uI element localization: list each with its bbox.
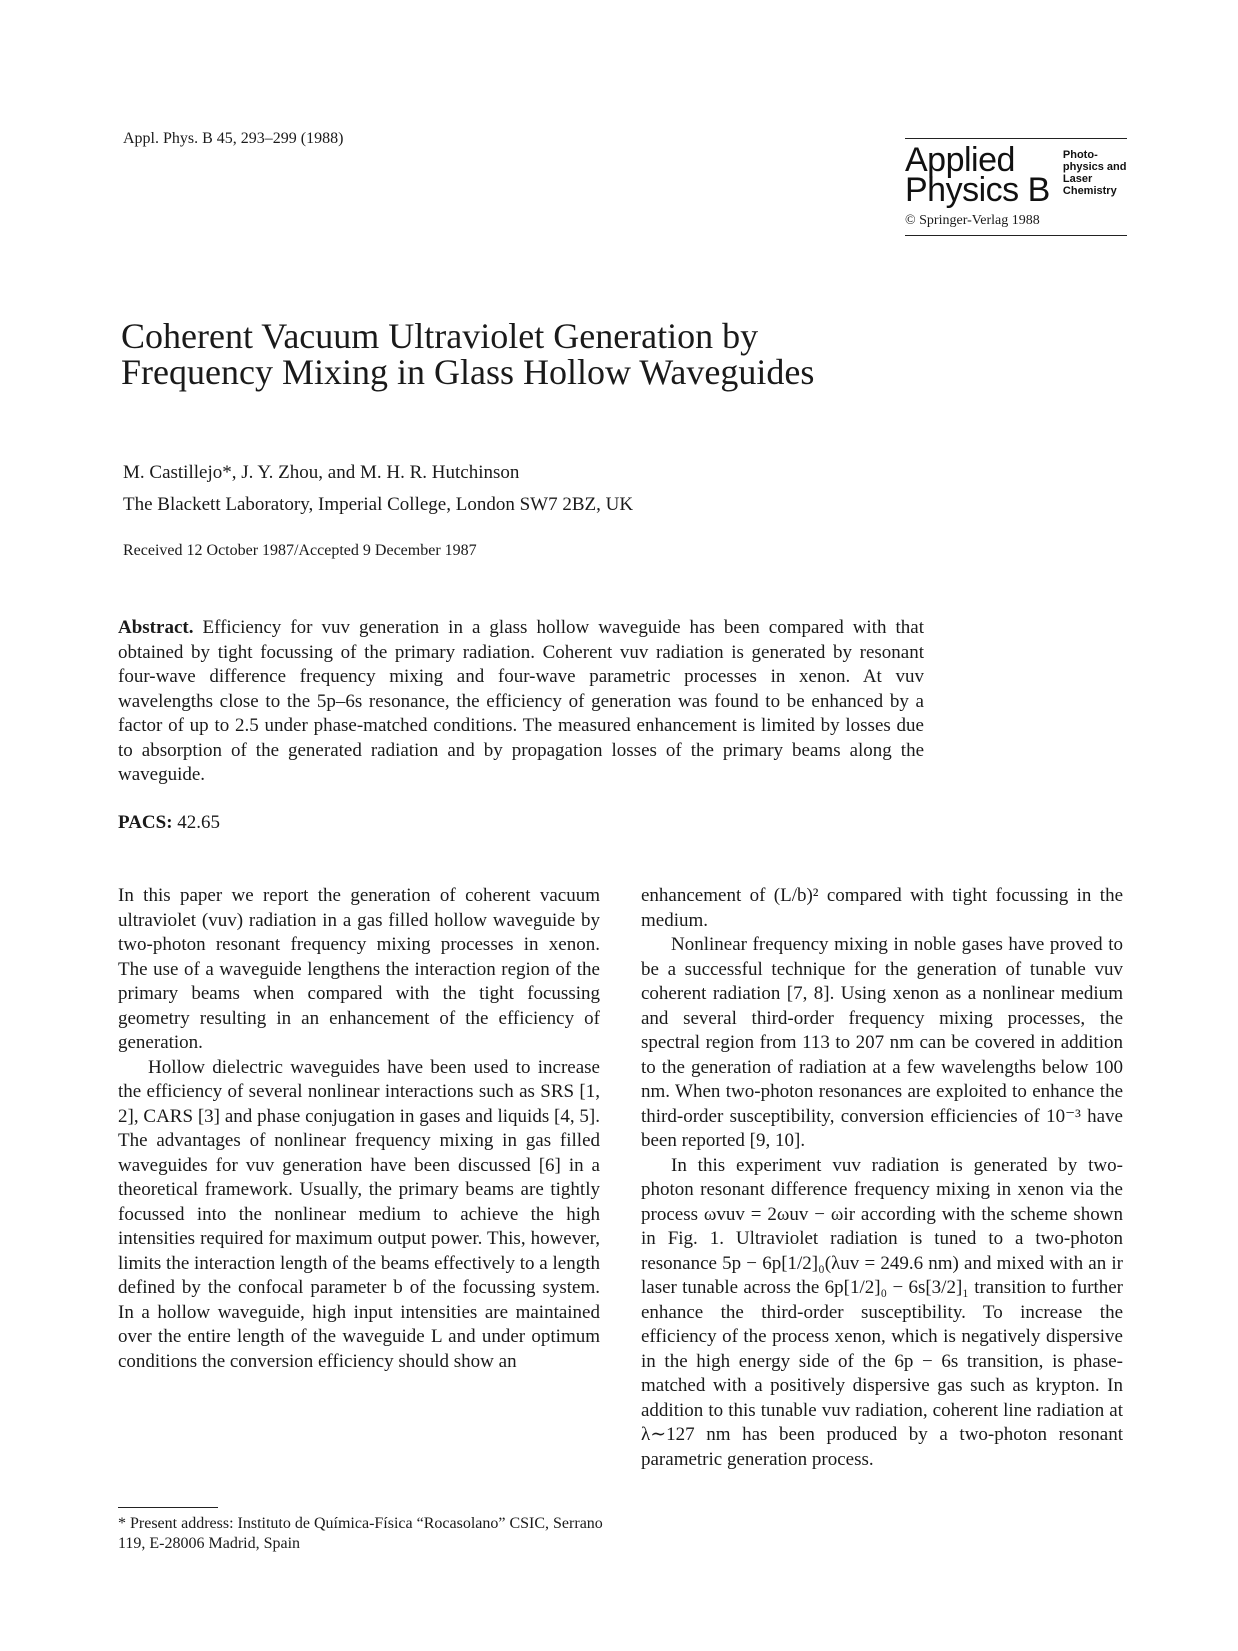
body-paragraph: Hollow dielectric waveguides have been used to increase the efficiency of several nonlinear interactions such as SRS [1, 2], CARS [3] and phase conjugation in gases and liquids [4, 5]. The advantages of nonlinear frequency mixing in gas filled waveguides for vuv generation have been discussed [6] in a theoretical framework. Usually, the primary beams are tightly focussed into the nonlinear medium to achieve the high intensities required for maximum output power. This, however, limits the interaction length of the beams effectively to a length defined by the confocal parameter b of the focussing system. In a hollow waveguide, high input intensities are maintained over the entire length of the waveguide L and under optimum conditions the conversion efficiency should show an xyxy=(118,1056,600,1372)
journal-name xyxy=(905,141,1053,209)
author-affiliation: The Blackett Laboratory, Imperial College, London SW7 2BZ, UK xyxy=(123,494,634,515)
author-list: M. Castillejo*, J. Y. Zhou, and M. H. R. Hutchinson xyxy=(123,462,520,483)
body-paragraph: Nonlinear frequency mixing in noble gases have proved to be a successful technique for the generation of tunable vuv coherent radiation [7, 8]. Using xenon as a nonlinear medium and several third-order frequency mixing processes, the spectral region from 113 to 207 nm can be covered in addition to the generation of radiation at a few wavelengths below 100 nm. When two-photon resonances are exploited to enhance the third-order susceptibility, conversion efficiencies of 10⁻³ have been reported [9, 10]. xyxy=(641,934,1123,1151)
body-paragraph: In this paper we report the generation of coherent vacuum ultraviolet (vuv) radiation in a gas filled hollow waveguide by two-photon resonant frequency mixing processes in xenon. The use of a waveguide lengthens the interaction region of the primary beams when compared with the tight focussing geometry resulting in an enhancement of the efficiency of generation. xyxy=(118,885,600,1053)
body-paragraph: In this experiment vuv radiation is generated by two-photon resonant difference frequency mixing in xenon via the process ωvuv = 2ωuv − ωir according with the scheme shown in Fig. 1. Ultraviolet radiation is tuned to a two-photon resonance 5p − 6p[1/2]₀(λuv = 249.6 nm) and mixed with an ir laser tunable across the 6p[1/2]₀ − 6s[3/2]₁ transition to further enhance the third-order susceptibility. To increase the efficiency of the process xenon, which is negatively dispersive in the high energy side of the 6p − 6s transition, is phase-matched with a positively dispersive gas such as krypton. In addition to this tunable vuv radiation, coherent line radiation at λ∼127 nm has been produced by a two-photon resonant parametric generation process. xyxy=(641,1154,1123,1470)
body-paragraph: enhancement of (L/b)² compared with tight focussing in the medium. xyxy=(641,885,1123,931)
footnote-divider xyxy=(118,1507,218,1508)
body-column-right xyxy=(641,884,1123,1472)
journal-subtitle: Photo-physics and Laser Chemistry xyxy=(1062,149,1127,197)
pacs-label: PACS: xyxy=(118,812,173,833)
journal-citation: Appl. Phys. B 45, 293–299 (1988) xyxy=(123,130,344,147)
abstract xyxy=(118,616,924,788)
article-title: Coherent Vacuum Ultraviolet Generation by Frequency Mixing in Glass Hollow Waveguides xyxy=(121,316,815,392)
received-accepted-dates: Received 12 October 1987/Accepted 9 December 1987 xyxy=(123,542,477,559)
journal-name-line1: Applied xyxy=(905,141,1015,179)
footnote: * Present address: Instituto de Química-Física “Rocasolano” CSIC, Serrano 119, E-28006 Madrid, Spain xyxy=(118,1515,603,1552)
copyright-notice: © Springer-Verlag 1988 xyxy=(905,213,1040,228)
journal-name-line2: Physics B xyxy=(905,171,1050,209)
abstract-text: Efficiency for vuv generation in a glass hollow waveguide has been compared with that obtained by tight focussing of the primary radiation. Coherent vuv radiation is generated by resonant four-wave difference frequency mixing and four-wave parametric processes in xenon. At vuv wavelengths close to the 5p–6s resonance, the efficiency of generation was found to be enhanced by a factor of up to 2.5 under phase-matched conditions. The measured enhancement is limited by losses due to absorption of the generated radiation and by propagation losses of the primary beams along the waveguide. xyxy=(118,617,925,785)
pacs-value: 42.65 xyxy=(177,812,221,833)
pacs-codes xyxy=(118,812,220,834)
abstract-label: Abstract. xyxy=(118,617,194,638)
journal-logo xyxy=(905,138,1127,236)
body-column-left xyxy=(118,884,600,1374)
